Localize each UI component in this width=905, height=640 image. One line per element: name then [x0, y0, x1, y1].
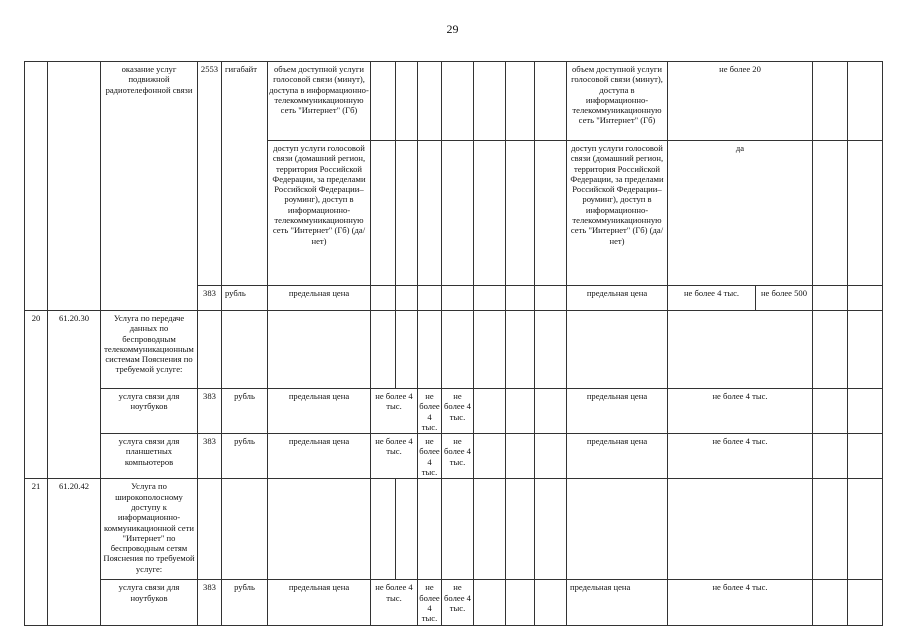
- cell-value: не более 4 тыс.: [668, 580, 813, 625]
- cell-num: 20: [25, 311, 48, 479]
- cell-unit: рубль: [222, 286, 268, 311]
- cell-unit: рубль: [222, 389, 268, 434]
- cell-value: да: [668, 141, 813, 286]
- cell-num: [25, 62, 48, 311]
- cell-service: оказание услуг подвижной радиотелефонной связи: [101, 62, 198, 311]
- cell-value: не более 4 тыс.: [418, 580, 442, 625]
- cell-characteristic: предельная цена: [268, 580, 371, 625]
- cell-service: услуга связи для ноутбуков: [101, 389, 198, 434]
- cell-okei: 383: [198, 389, 222, 434]
- table-row: [25, 389, 883, 434]
- cell-characteristic-2: предельная цена: [567, 580, 668, 625]
- cell-num: 21: [25, 479, 48, 625]
- cell-characteristic-2: предельная цена: [567, 389, 668, 434]
- cell-value: не более 4 тыс.: [668, 434, 813, 479]
- cell-service: услуга связи для ноутбуков: [101, 580, 198, 625]
- cell-code: 61.20.42: [48, 479, 101, 625]
- cell-value: не более 4 тыс.: [668, 389, 813, 434]
- cell-characteristic: объем доступной услуги голосовой связи (минут), доступа в информационно-телекоммуникационную сеть "Интернет" (Гб): [268, 62, 371, 141]
- cell-value: не более 500: [756, 286, 813, 311]
- cell-value: не более 4 тыс.: [442, 434, 474, 479]
- characteristics-table: [24, 61, 883, 626]
- cell-value: не более 4 тыс.: [418, 389, 442, 434]
- table-row: [25, 434, 883, 479]
- cell-characteristic: доступ услуги голосовой связи (домашний регион, территория Российской Федерации, за пределами Российской Федерации–роуминг), доступ в информационно-телекоммуникационную сеть "Интернет" (Гб) (да/нет): [268, 141, 371, 286]
- cell-service: Услуга по широкополосному доступу к информационно-коммуникационной сети "Интернет" по беспроводным сетям Пояснения по требуемой услуге:: [101, 479, 198, 580]
- table-row: [25, 479, 883, 580]
- cell-value: не более 4 тыс.: [371, 389, 418, 434]
- page-number: 29: [446, 22, 459, 36]
- table-row: [25, 62, 883, 141]
- cell-unit: рубль: [222, 434, 268, 479]
- cell-characteristic: предельная цена: [268, 389, 371, 434]
- cell-code: [48, 62, 101, 311]
- cell-service: Услуга по передаче данных по беспроводным телекоммуникационным системам Пояснения по требуемой услуге:: [101, 311, 198, 389]
- cell-characteristic-2: доступ услуги голосовой связи (домашний регион, территория Российской Федерации, за пределами Российской Федерации–роуминг), доступ в информационно-телекоммуникационную сеть "Интернет" (Гб) (да/нет): [567, 141, 668, 286]
- cell-okei: 383: [198, 580, 222, 625]
- cell-value: не более 4 тыс.: [371, 580, 418, 625]
- cell-value: не более 4 тыс.: [418, 434, 442, 479]
- cell-code: 61.20.30: [48, 311, 101, 479]
- cell-value: не более 4 тыс.: [442, 580, 474, 625]
- table-row: [25, 311, 883, 389]
- cell-value: не более 20: [668, 62, 813, 141]
- cell-unit: рубль: [222, 580, 268, 625]
- cell-okei: 383: [198, 434, 222, 479]
- cell-value: не более 4 тыс.: [371, 434, 418, 479]
- cell-characteristic-2: предельная цена: [567, 286, 668, 311]
- cell-service: услуга связи для планшетных компьютеров: [101, 434, 198, 479]
- cell-okei: 2553: [198, 62, 222, 286]
- table-row: [25, 580, 883, 625]
- cell-value: не более 4 тыс.: [668, 286, 756, 311]
- cell-characteristic-2: объем доступной услуги голосовой связи (минут), доступа в информационно-телекоммуникационную сеть "Интернет" (Гб): [567, 62, 668, 141]
- cell-characteristic-2: предельная цена: [567, 434, 668, 479]
- cell-value: не более 4 тыс.: [442, 389, 474, 434]
- cell-okei: 383: [198, 286, 222, 311]
- cell-characteristic: предельная цена: [268, 434, 371, 479]
- cell-characteristic: предельная цена: [268, 286, 371, 311]
- cell-unit: гигабайт: [222, 62, 268, 286]
